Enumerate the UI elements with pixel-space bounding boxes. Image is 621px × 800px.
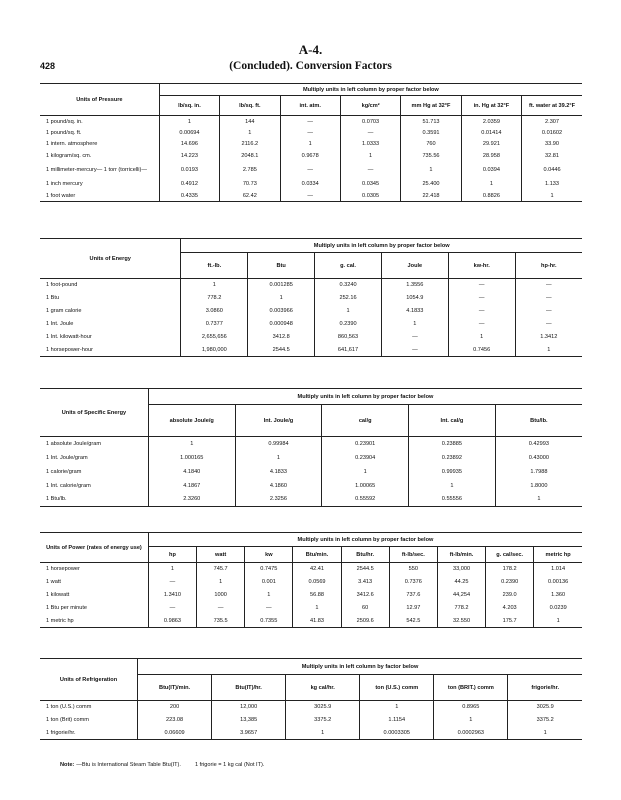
table-cell: 0.0002963 (434, 727, 508, 740)
table-cell: 1 (448, 331, 515, 344)
table-cell: 56.88 (293, 589, 341, 602)
column-header: Btu/lb. (495, 405, 582, 437)
refrigeration-table (40, 658, 582, 740)
table-cell: 760 (401, 139, 461, 151)
table-row (40, 437, 582, 451)
table-cell: — (245, 602, 293, 615)
column-header: ton (BRIT.) comm (434, 675, 508, 701)
table-cell: 1 (508, 727, 582, 740)
table-cell: 550 (389, 563, 437, 576)
pressure-table-section (40, 83, 582, 202)
table-cell: 2.307 (522, 116, 582, 128)
table-cell: 2544.5 (248, 344, 315, 357)
table-cell: 737.6 (389, 589, 437, 602)
table-cell: 14.223 (159, 150, 219, 162)
multiply-header-row (40, 389, 582, 405)
table-cell: — (448, 318, 515, 331)
table-cell: 42.41 (293, 563, 341, 576)
column-header: lb/sq. in. (159, 96, 219, 116)
note-text-btu: —Btu is International Steam Table Btu(IT). (76, 762, 181, 768)
table-cell: 735.56 (401, 150, 461, 162)
table-cell: 62.42 (220, 190, 280, 202)
table-cell: 1 (322, 465, 409, 479)
table-cell: — (280, 190, 340, 202)
table-cell: 0.23885 (409, 437, 496, 451)
column-header: hp (148, 547, 196, 563)
table-cell: 1 (286, 727, 360, 740)
table-cell: 0.23904 (322, 451, 409, 465)
table-cell: 223.08 (138, 714, 212, 727)
table-row (40, 331, 582, 344)
table-cell: 1 (220, 127, 280, 139)
table-cell: 0.000948 (248, 318, 315, 331)
table-row (40, 344, 582, 357)
table-cell: 2509.6 (341, 615, 389, 628)
row-label: 1 metric hp (40, 615, 148, 628)
table-cell: — (515, 292, 582, 305)
row-label: 1 Int. Joule/gram (46, 454, 88, 461)
table-cell: 0.00694 (159, 127, 219, 139)
table-cell: 0.99935 (409, 465, 496, 479)
table-cell: 0.0446 (522, 162, 582, 179)
units-label: Units of Refrigeration (40, 659, 138, 701)
table-cell: — (280, 127, 340, 139)
table-cell: 60 (341, 602, 389, 615)
table-cell: 2.3260 (148, 493, 235, 507)
table-cell: 1 (515, 344, 582, 357)
column-header: lb/sq. ft. (220, 96, 280, 116)
table-cell: 778.2 (181, 292, 248, 305)
specific-energy-table (40, 388, 582, 507)
column-header: hp-hr. (515, 253, 582, 279)
table-row (40, 714, 582, 727)
table-cell: 2116.2 (220, 139, 280, 151)
table-cell: 2.0359 (461, 116, 521, 128)
table-row (40, 479, 582, 493)
column-header: Btu/hr. (341, 547, 389, 563)
row-label: 1 gram calorie (46, 308, 82, 314)
note-text-frigorie: 1 frigorie = 1 kg cal (Not IT). (194, 762, 265, 768)
table-cell: 0.0703 (340, 116, 400, 128)
table-cell: — (515, 318, 582, 331)
table-cell: 4.203 (486, 602, 534, 615)
table-cell: 3.0860 (181, 305, 248, 318)
column-header: ton (U.S.) comm (360, 675, 434, 701)
table-cell: 2,655,656 (181, 331, 248, 344)
table-cell: 33.90 (522, 139, 582, 151)
row-label: 1 Btu per minute (46, 605, 88, 611)
table-cell: — (448, 279, 515, 292)
table-cell: 1 (409, 479, 496, 493)
row-label: 1 horsepower (46, 566, 80, 573)
row-label: 1 intern. atmosphere (46, 141, 98, 148)
table-cell: 1.0333 (340, 139, 400, 151)
table-cell: 0.00136 (534, 576, 582, 589)
column-header: kw (245, 547, 293, 563)
table-cell: 4.1840 (148, 465, 235, 479)
table-cell: 41.83 (293, 615, 341, 628)
table-row (40, 162, 582, 179)
table-cell: 2544.5 (341, 563, 389, 576)
row-label: 1 pound/sq. ft. (46, 129, 82, 136)
table-cell: 12,000 (212, 701, 286, 714)
column-header: Btu/min. (293, 547, 341, 563)
multiply-instruction: Multiply units in left column by proper factor below (148, 389, 582, 405)
table-row (40, 179, 582, 191)
table-cell: — (340, 127, 400, 139)
energy-table (40, 238, 582, 357)
table-cell: — (381, 331, 448, 344)
table-row (40, 727, 582, 740)
page-title: A-4. (298, 42, 323, 57)
table-cell: 2.3256 (235, 493, 322, 507)
table-cell: 1 (181, 279, 248, 292)
table-cell: 1 (534, 615, 582, 628)
multiply-instruction: Multiply units in left column by proper factor below (159, 84, 582, 96)
note-label: Note: (60, 762, 75, 768)
table-cell: 0.01414 (461, 127, 521, 139)
energy-table-section (40, 238, 582, 357)
table-row (40, 563, 582, 576)
table-cell: 0.0334 (280, 179, 340, 191)
table-cell: 641,617 (315, 344, 382, 357)
table-cell: 1 (360, 701, 434, 714)
table-cell: 0.0003305 (360, 727, 434, 740)
table-cell: 0.23892 (409, 451, 496, 465)
multiply-header-row (40, 239, 582, 253)
row-label: 1 kilowatt (46, 592, 70, 598)
table-cell: 4.1833 (235, 465, 322, 479)
table-cell: 0.7377 (181, 318, 248, 331)
table-cell: 3025.9 (286, 701, 360, 714)
table-cell: 0.8826 (461, 190, 521, 202)
column-header: ft. water at 39.2°F (522, 96, 582, 116)
table-cell: 2.785 (220, 162, 280, 179)
multiply-instruction: Multiply units in left column by proper factor below (181, 239, 582, 253)
table-cell: 1 (148, 437, 235, 451)
table-row (40, 279, 582, 292)
table-cell: 778.2 (437, 602, 485, 615)
table-cell: 1 (340, 150, 400, 162)
table-cell: 51.713 (401, 116, 461, 128)
table-cell: 252.16 (315, 292, 382, 305)
table-cell: 1.360 (534, 589, 582, 602)
column-header: mm Hg at 32°F (401, 96, 461, 116)
table-cell: 0.7456 (448, 344, 515, 357)
column-header: g. cal/sec. (486, 547, 534, 563)
row-label: 1 horsepower-hour (40, 344, 181, 357)
table-row (40, 292, 582, 305)
table-cell: 0.43000 (495, 451, 582, 465)
table-cell: 0.2390 (486, 576, 534, 589)
column-header: metric hp (534, 547, 582, 563)
table-row (40, 318, 582, 331)
table-cell: — (148, 602, 196, 615)
table-cell: 1 (248, 292, 315, 305)
table-cell: 0.9678 (280, 150, 340, 162)
table-cell: 13,385 (212, 714, 286, 727)
table-cell: 14.696 (159, 139, 219, 151)
table-cell: 0.8965 (434, 701, 508, 714)
table-cell: 3375.2 (286, 714, 360, 727)
table-cell: — (280, 116, 340, 128)
table-cell: 70.73 (220, 179, 280, 191)
multiply-header-row (40, 84, 582, 96)
row-label: 1 Int. calorie/gram (46, 482, 91, 489)
table-row (40, 576, 582, 589)
table-cell: 32.81 (522, 150, 582, 162)
table-cell: 542.5 (389, 615, 437, 628)
column-header: Int. Joule/g (235, 405, 322, 437)
table-cell: 22.418 (401, 190, 461, 202)
multiply-instruction: Multiply units in left column by factor below (138, 659, 582, 675)
table-cell: 200 (138, 701, 212, 714)
table-cell: 32.550 (437, 615, 485, 628)
column-header: ft.-lb. (181, 253, 248, 279)
table-cell: 1.3412 (515, 331, 582, 344)
table-cell: 0.23901 (322, 437, 409, 451)
table-cell: 1.000165 (148, 451, 235, 465)
column-header: Btu(IT)/hr. (212, 675, 286, 701)
column-header: kw-hr. (448, 253, 515, 279)
table-cell: 1.00065 (322, 479, 409, 493)
column-header: Btu (248, 253, 315, 279)
footnote (60, 762, 264, 768)
table-cell: — (381, 344, 448, 357)
table-cell: 1 (522, 190, 582, 202)
units-label: Units of Specific Energy (40, 389, 148, 437)
column-header: Joule (381, 253, 448, 279)
table-cell: 1000 (197, 589, 245, 602)
table-cell: 0.0345 (340, 179, 400, 191)
column-header: watt (197, 547, 245, 563)
table-cell: 0.9863 (148, 615, 196, 628)
table-cell: 1 (245, 589, 293, 602)
table-cell: 0.0394 (461, 162, 521, 179)
column-header: cal/g (322, 405, 409, 437)
table-cell: 0.001285 (248, 279, 315, 292)
table-cell: 175.7 (486, 615, 534, 628)
row-label: 1 inch mercury (46, 181, 83, 188)
table-cell: 1054.9 (381, 292, 448, 305)
table-cell: 745.7 (197, 563, 245, 576)
column-header: absolute Joule/g (148, 405, 235, 437)
multiply-header-row (40, 533, 582, 547)
row-label: 1 millimeter-mercury— 1 torr (torricelli)— (46, 167, 148, 173)
row-label: 1 Int. Joule (46, 321, 74, 327)
row-label: 1 pound/sq. in. (46, 118, 83, 125)
table-cell: 0.4912 (159, 179, 219, 191)
row-label: 1 foot-pound (46, 282, 78, 289)
specific-energy-table-section (40, 388, 582, 507)
table-cell: 1 (280, 139, 340, 151)
row-label: 1 foot water (40, 190, 159, 202)
row-label: 1 frigorie/hr. (40, 727, 138, 740)
table-cell: 1.7988 (495, 465, 582, 479)
column-header: ft-lb/sec. (389, 547, 437, 563)
table-cell: 0.0193 (159, 162, 219, 179)
column-header: g. cal. (315, 253, 382, 279)
table-cell: 3412.6 (341, 589, 389, 602)
table-row (40, 465, 582, 479)
table-cell: 1 (293, 602, 341, 615)
table-row (40, 150, 582, 162)
table-row (40, 615, 582, 628)
table-cell: 28.958 (461, 150, 521, 162)
units-label: Units of Pressure (40, 84, 159, 116)
table-cell: 1 (461, 179, 521, 191)
table-cell: — (340, 162, 400, 179)
table-cell: 25.400 (401, 179, 461, 191)
row-label: 1 Int. kilowatt-hour (46, 334, 92, 340)
multiply-header-row (40, 659, 582, 675)
table-cell: 735.5 (197, 615, 245, 628)
units-label: Units of Power (rates of energy use) (40, 533, 148, 563)
multiply-instruction: Multiply units in left column by proper factor below (148, 533, 582, 547)
table-cell: 3412.8 (248, 331, 315, 344)
table-cell: 1,980,000 (181, 344, 248, 357)
table-cell: 1.3410 (148, 589, 196, 602)
table-cell: 44,254 (437, 589, 485, 602)
table-cell: 1 (235, 451, 322, 465)
column-header: frigorie/hr. (508, 675, 582, 701)
table-cell: 3.413 (341, 576, 389, 589)
table-cell: — (148, 576, 196, 589)
table-cell: 1 (159, 116, 219, 128)
table-cell: 1 (315, 305, 382, 318)
table-cell: 0.7475 (245, 563, 293, 576)
table-row (40, 701, 582, 714)
table-cell: 1.3556 (381, 279, 448, 292)
table-cell: 1 (197, 576, 245, 589)
table-cell: 1.1154 (360, 714, 434, 727)
table-cell: 12.97 (389, 602, 437, 615)
table-cell: 0.003966 (248, 305, 315, 318)
table-cell: 0.06609 (138, 727, 212, 740)
table-cell: 4.1867 (148, 479, 235, 493)
table-row (40, 190, 582, 202)
row-label: 1 kilogram/sq. cm. (46, 152, 92, 159)
table-cell: 3025.9 (508, 701, 582, 714)
table-cell: 144 (220, 116, 280, 128)
table-cell: 0.42993 (495, 437, 582, 451)
table-row (40, 139, 582, 151)
page-number: 428 (40, 61, 56, 71)
table-cell: 3.9657 (212, 727, 286, 740)
column-header: Int. cal/g (409, 405, 496, 437)
page-subtitle: (Concluded). Conversion Factors (229, 60, 392, 72)
table-cell: 1.8000 (495, 479, 582, 493)
table-cell: 0.99984 (235, 437, 322, 451)
refrigeration-table-section (40, 658, 582, 740)
table-cell: 4.1833 (381, 305, 448, 318)
table-cell: — (515, 305, 582, 318)
table-cell: 0.3591 (401, 127, 461, 139)
table-cell: 0.55556 (409, 493, 496, 507)
table-cell: — (197, 602, 245, 615)
table-cell: 0.7376 (389, 576, 437, 589)
table-row (40, 127, 582, 139)
table-cell: 0.7355 (245, 615, 293, 628)
table-cell: 860,563 (315, 331, 382, 344)
table-cell: 0.0239 (534, 602, 582, 615)
column-header: in. Hg at 32°F (461, 96, 521, 116)
column-header: kg cal/hr. (286, 675, 360, 701)
column-header: int. atm. (280, 96, 340, 116)
column-header: Btu(IT)/min. (138, 675, 212, 701)
table-cell: 1 (495, 493, 582, 507)
row-label: 1 ton (Brit) comm (46, 717, 89, 723)
row-label: 1 ton (U.S.) comm (46, 704, 92, 711)
table-cell: 1 (381, 318, 448, 331)
table-cell: 1.014 (534, 563, 582, 576)
table-row (40, 116, 582, 128)
row-label: 1 Btu/lb. (40, 493, 148, 507)
table-cell: 1 (148, 563, 196, 576)
table-cell: 0.0569 (293, 576, 341, 589)
table-cell: — (448, 292, 515, 305)
table-cell: 3375.2 (508, 714, 582, 727)
table-cell: — (280, 162, 340, 179)
table-cell: 4.1860 (235, 479, 322, 493)
pressure-table (40, 83, 582, 202)
power-table (40, 532, 582, 628)
table-cell: 1 (401, 162, 461, 179)
table-cell: 44.25 (437, 576, 485, 589)
table-cell: — (448, 305, 515, 318)
table-cell: 0.2390 (315, 318, 382, 331)
table-row (40, 602, 582, 615)
table-cell: 239.0 (486, 589, 534, 602)
table-cell: 0.4335 (159, 190, 219, 202)
table-cell: 178.2 (486, 563, 534, 576)
table-cell: 0.0305 (340, 190, 400, 202)
table-row (40, 589, 582, 602)
table-cell: 29.921 (461, 139, 521, 151)
row-label: 1 Btu (46, 295, 60, 301)
table-row (40, 305, 582, 318)
table-row (40, 493, 582, 507)
units-label: Units of Energy (40, 239, 181, 279)
table-cell: 33,000 (437, 563, 485, 576)
table-cell: 1.133 (522, 179, 582, 191)
table-cell: 2048.1 (220, 150, 280, 162)
table-cell: — (515, 279, 582, 292)
table-cell: 0.55592 (322, 493, 409, 507)
row-label: 1 watt (46, 579, 61, 585)
table-cell: 1 (434, 714, 508, 727)
power-table-section (40, 532, 582, 628)
column-header: kg/cm² (340, 96, 400, 116)
table-cell: 0.01602 (522, 127, 582, 139)
row-label: 1 absolute Joule/gram (46, 440, 102, 447)
row-label: 1 calorie/gram (46, 468, 82, 475)
column-header: ft-lb/min. (437, 547, 485, 563)
table-cell: 0.3240 (315, 279, 382, 292)
table-cell: 0.001 (245, 576, 293, 589)
table-row (40, 451, 582, 465)
